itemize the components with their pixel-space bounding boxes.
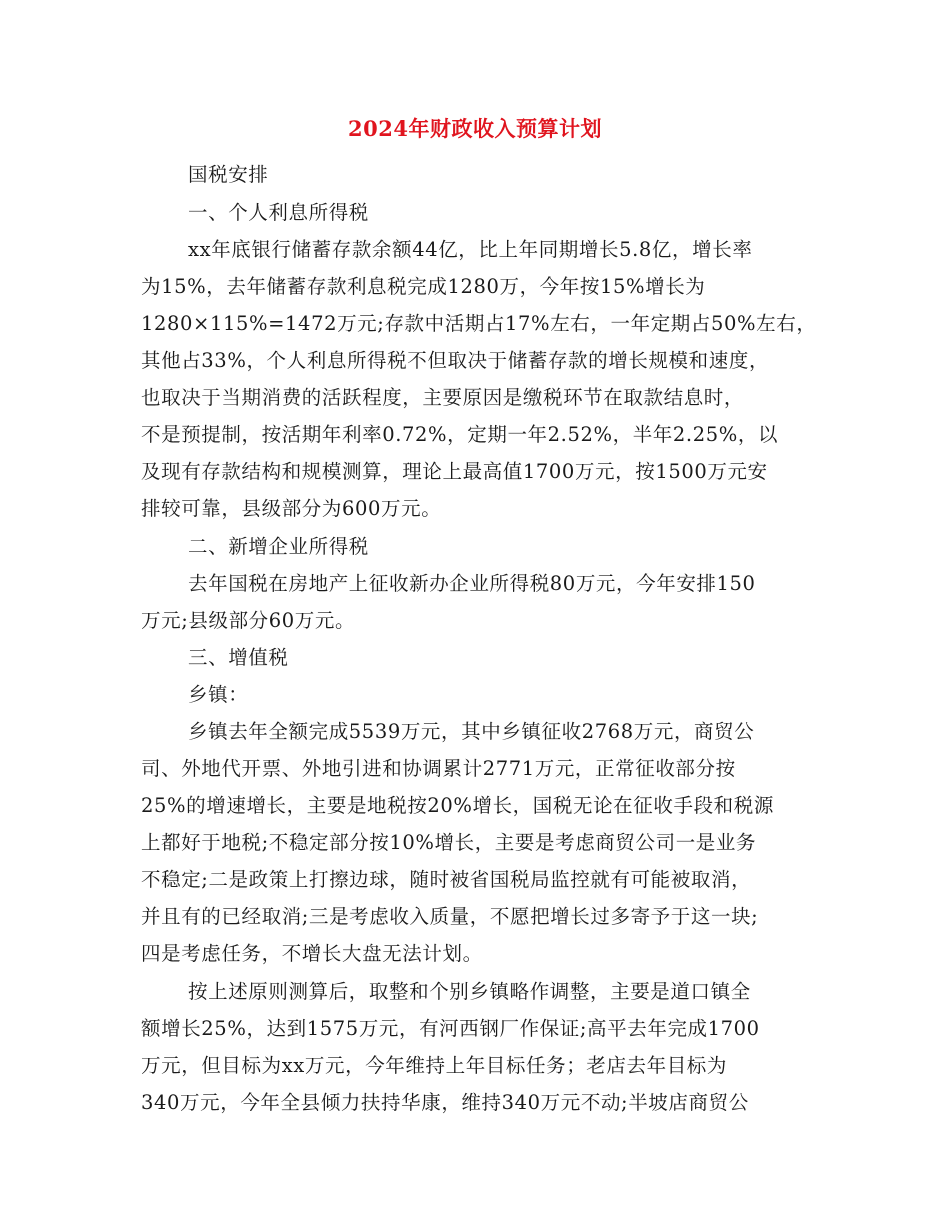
paragraph-line: 万元;县级部分60万元。 bbox=[141, 609, 356, 632]
paragraph-line: xx年底银行储蓄存款余额44亿，比上年同期增长5.8亿，增长率 bbox=[188, 238, 753, 261]
subheading-township: 乡镇： bbox=[188, 683, 249, 706]
paragraph-line: 并且有的已经取消;三是考虑收入质量，不愿把增长过多寄予于这一块; bbox=[141, 905, 759, 928]
section-heading-national-tax: 国税安排 bbox=[188, 163, 269, 186]
paragraph-line: 排较可靠，县级部分为600万元。 bbox=[141, 497, 442, 520]
paragraph-line: 不稳定;二是政策上打擦边球，随时被省国税局监控就有可能被取消， bbox=[141, 868, 752, 891]
paragraph-line: 及现有存款结构和规模测算，理论上最高值1700万元，按1500万元安 bbox=[141, 460, 768, 483]
paragraph-line: 1280×115%=1472万元;存款中活期占17%左右，一年定期占50%左右， bbox=[141, 312, 817, 335]
paragraph-line: 上都好于地税;不稳定部分按10%增长，主要是考虑商贸公司一是业务 bbox=[141, 831, 757, 854]
paragraph-line: 万元，但目标为xx万元，今年维持上年目标任务；老店去年目标为 bbox=[141, 1054, 727, 1077]
paragraph-line: 乡镇去年全额完成5539万元，其中乡镇征收2768万元，商贸公 bbox=[188, 720, 755, 743]
paragraph-line: 其他占33%，个人利息所得税不但取决于储蓄存款的增长规模和速度， bbox=[141, 349, 770, 372]
paragraph-line: 25%的增速增长，主要是地税按20%增长，国税无论在征收手段和税源 bbox=[141, 794, 774, 817]
paragraph-line: 340万元，今年全县倾力扶持华康，维持340万元不动;半坡店商贸公 bbox=[141, 1091, 749, 1114]
document-title: 2024年财政收入预算计划 bbox=[348, 116, 602, 141]
paragraph-line: 也取决于当期消费的活跃程度，主要原因是缴税环节在取款结息时， bbox=[141, 386, 745, 409]
section-heading-2: 二、新增企业所得税 bbox=[188, 535, 369, 558]
paragraph-line: 去年国税在房地产上征收新办企业所得税80万元，今年安排150 bbox=[188, 572, 756, 595]
paragraph-line: 不是预提制，按活期年利率0.72%，定期一年2.52%，半年2.25%，以 bbox=[141, 423, 779, 446]
section-heading-3: 三、增值税 bbox=[188, 646, 289, 669]
paragraph-line: 额增长25%，达到1575万元，有河西钢厂作保证;高平去年完成1700 bbox=[141, 1017, 760, 1040]
paragraph-line: 按上述原则测算后，取整和个别乡镇略作调整，主要是道口镇全 bbox=[188, 980, 751, 1003]
section-heading-1: 一、个人利息所得税 bbox=[188, 201, 369, 224]
paragraph-line: 四是考虑任务，不增长大盘无法计划。 bbox=[141, 942, 483, 965]
paragraph-line: 司、外地代开票、外地引进和协调累计2771万元，正常征收部分按 bbox=[141, 757, 736, 780]
paragraph-line: 为15%，去年储蓄存款利息税完成1280万，今年按15%增长为 bbox=[141, 275, 706, 298]
